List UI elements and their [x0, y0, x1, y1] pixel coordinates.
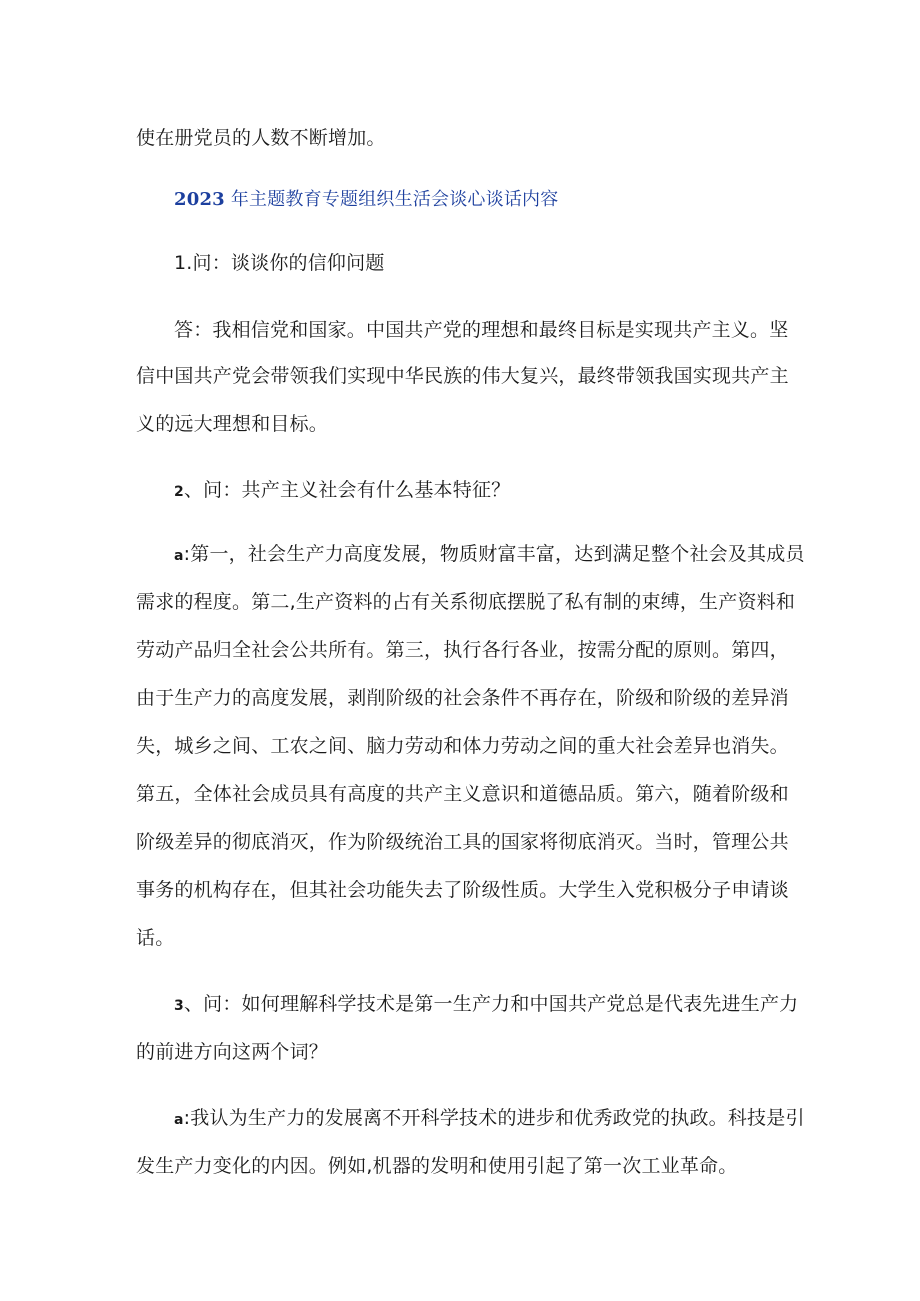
answer-1-line-1: 答：我相信党和国家。中国共产党的理想和最终目标是实现共产主义。坚	[174, 319, 789, 341]
answer-1-line-2: 信中国共产党会带领我们实现中华民族的伟大复兴，最终带领我国实现共产主	[136, 365, 789, 387]
question-2-text: 、问：共产主义社会有什么基本特征？	[183, 479, 511, 501]
question-3-line-2: 的前进方向这两个词？	[136, 1041, 329, 1063]
answer-2-line-6: 第五，全体社会成员具有高度的共产主义意识和道德品质。第六，随着阶级和	[136, 783, 789, 805]
question-3-text: 、问：如何理解科学技术是第一生产力和中国共产党总是代表先进生产力	[183, 993, 799, 1015]
answer-2-line-5: 失，城乡之间、工农之间、脑力劳动和体力劳动之间的重大社会差异也消失。	[136, 735, 789, 757]
intro-tail-paragraph: 使在册党员的人数不断增加。	[136, 127, 386, 149]
question-2-number: 2	[174, 484, 184, 500]
answer-2-line-2: 需求的程度。第二,生产资料的占有关系彻底摆脱了私有制的束缚，生产资料和	[136, 591, 796, 613]
heading-year: 2023	[174, 189, 225, 210]
answer-2-line-7: 阶级差异的彻底消灭，作为阶级统治工具的国家将彻底消灭。当时，管理公共	[136, 831, 789, 853]
answer-2-prefix: a	[174, 548, 184, 564]
answer-3-first-text: :我认为生产力的发展离不开科学技术的进步和优秀政党的执政。科技是引	[183, 1107, 805, 1129]
answer-3-prefix: a	[174, 1112, 184, 1128]
answer-2-line-4: 由于生产力的高度发展，剥削阶级的社会条件不再存在，阶级和阶级的差异消	[136, 687, 789, 709]
heading-text: 年主题教育专题组织生活会谈心谈话内容	[230, 189, 559, 210]
question-3-line-1	[174, 992, 834, 1018]
section-heading	[174, 188, 834, 212]
question-2	[174, 478, 834, 504]
answer-1-line-3: 义的远大理想和目标。	[136, 413, 329, 435]
answer-3-line-1	[174, 1106, 834, 1132]
answer-2-line-3: 劳动产品归全社会公共所有。第三，执行各行各业，按需分配的原则。第四，	[136, 639, 789, 661]
answer-3-line-2: 发生产力变化的内因。例如,机器的发明和使用引起了第一次工业革命。	[136, 1155, 738, 1177]
answer-2-line-8: 事务的机构存在，但其社会功能失去了阶级性质。大学生入党积极分子申请谈	[136, 879, 789, 901]
question-3-number: 3	[174, 998, 184, 1014]
answer-2-first-text: :第一，社会生产力高度发展，物质财富丰富，达到满足整个社会及其成员	[183, 543, 805, 565]
answer-2-line-9: 话。	[136, 927, 175, 949]
question-1: 1.问：谈谈你的信仰问题	[174, 252, 385, 274]
answer-2-line-1	[174, 542, 834, 568]
